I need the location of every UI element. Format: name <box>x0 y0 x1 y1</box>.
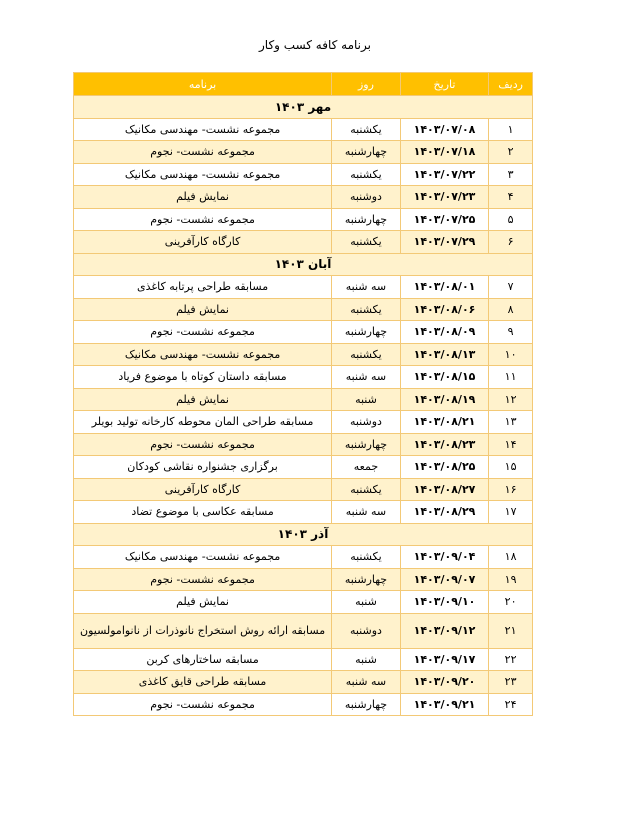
row-number: ۴ <box>489 186 533 209</box>
row-number: ۲۳ <box>489 671 533 694</box>
header-day: روز <box>332 73 401 96</box>
row-day: یکشنبه <box>332 343 401 366</box>
row-date: ۱۴۰۳/۰۷/۲۵ <box>400 208 488 231</box>
row-number: ۱۸ <box>489 546 533 569</box>
row-date: ۱۴۰۳/۰۷/۱۸ <box>400 141 488 164</box>
table-row <box>74 433 533 456</box>
row-program: مسابقه طراحی پرتابه کاغذی <box>74 276 332 299</box>
row-number: ۲۴ <box>489 693 533 716</box>
row-day: یکشنبه <box>332 298 401 321</box>
row-program: مجموعه نشست- نجوم <box>74 693 332 716</box>
row-day: دوشنبه <box>332 411 401 434</box>
row-number: ۱۱ <box>489 366 533 389</box>
row-date: ۱۴۰۳/۰۷/۰۸ <box>400 118 488 141</box>
table-row <box>74 388 533 411</box>
header-date: تاریخ <box>400 73 488 96</box>
row-day: یکشنبه <box>332 546 401 569</box>
row-date: ۱۴۰۳/۰۸/۰۹ <box>400 321 488 344</box>
schedule-table <box>73 72 533 716</box>
row-day: سه شنبه <box>332 366 401 389</box>
row-program: مجموعه نشست- نجوم <box>74 321 332 344</box>
row-date: ۱۴۰۳/۰۷/۲۲ <box>400 163 488 186</box>
row-number: ۲۱ <box>489 613 533 648</box>
row-number: ۱۶ <box>489 478 533 501</box>
header-num: ردیف <box>489 73 533 96</box>
table-row <box>74 141 533 164</box>
table-row <box>74 231 533 254</box>
row-number: ۲ <box>489 141 533 164</box>
row-date: ۱۴۰۳/۰۸/۱۵ <box>400 366 488 389</box>
row-number: ۱۳ <box>489 411 533 434</box>
table-row <box>74 366 533 389</box>
row-date: ۱۴۰۳/۰۸/۱۹ <box>400 388 488 411</box>
row-date: ۱۴۰۳/۰۹/۲۰ <box>400 671 488 694</box>
table-row <box>74 343 533 366</box>
table-row <box>74 298 533 321</box>
row-day: شنبه <box>332 388 401 411</box>
month-label: آبان ۱۴۰۳ <box>74 253 533 276</box>
row-day: چهارشنبه <box>332 693 401 716</box>
row-date: ۱۴۰۳/۰۸/۱۳ <box>400 343 488 366</box>
row-program: نمایش فیلم <box>74 186 332 209</box>
row-program: مسابقه داستان کوتاه با موضوع فریاد <box>74 366 332 389</box>
row-program: نمایش فیلم <box>74 591 332 614</box>
row-number: ۸ <box>489 298 533 321</box>
row-number: ۱۵ <box>489 456 533 479</box>
row-date: ۱۴۰۳/۰۹/۱۲ <box>400 613 488 648</box>
table-row <box>74 568 533 591</box>
row-number: ۹ <box>489 321 533 344</box>
row-day: یکشنبه <box>332 163 401 186</box>
month-header-row <box>74 253 533 276</box>
row-day: چهارشنبه <box>332 433 401 456</box>
row-day: یکشنبه <box>332 118 401 141</box>
row-date: ۱۴۰۳/۰۸/۰۱ <box>400 276 488 299</box>
month-header-row <box>74 96 533 119</box>
table-row <box>74 411 533 434</box>
row-number: ۷ <box>489 276 533 299</box>
row-program: نمایش فیلم <box>74 388 332 411</box>
table-row <box>74 546 533 569</box>
row-number: ۲۰ <box>489 591 533 614</box>
row-program: مسابقه ساختارهای کربن <box>74 648 332 671</box>
row-date: ۱۴۰۳/۰۷/۲۹ <box>400 231 488 254</box>
table-header-row <box>74 73 533 96</box>
row-program: مجموعه نشست- مهندسی مکانیک <box>74 118 332 141</box>
row-date: ۱۴۰۳/۰۹/۱۷ <box>400 648 488 671</box>
row-date: ۱۴۰۳/۰۹/۰۷ <box>400 568 488 591</box>
row-date: ۱۴۰۳/۰۹/۰۴ <box>400 546 488 569</box>
row-day: یکشنبه <box>332 478 401 501</box>
row-day: شنبه <box>332 648 401 671</box>
row-day: چهارشنبه <box>332 208 401 231</box>
row-program: مجموعه نشست- نجوم <box>74 433 332 456</box>
row-day: جمعه <box>332 456 401 479</box>
table-row <box>74 591 533 614</box>
row-day: دوشنبه <box>332 186 401 209</box>
row-date: ۱۴۰۳/۰۸/۲۳ <box>400 433 488 456</box>
table-row <box>74 276 533 299</box>
row-program: کارگاه کارآفرینی <box>74 478 332 501</box>
table-row <box>74 163 533 186</box>
row-number: ۱۰ <box>489 343 533 366</box>
table-row <box>74 478 533 501</box>
row-day: دوشنبه <box>332 613 401 648</box>
row-date: ۱۴۰۳/۰۸/۲۵ <box>400 456 488 479</box>
row-program: مجموعه نشست- مهندسی مکانیک <box>74 546 332 569</box>
row-date: ۱۴۰۳/۰۸/۰۶ <box>400 298 488 321</box>
month-label: آذر ۱۴۰۳ <box>74 523 533 546</box>
table-row <box>74 321 533 344</box>
row-number: ۱۹ <box>489 568 533 591</box>
row-program: مجموعه نشست- مهندسی مکانیک <box>74 163 332 186</box>
row-number: ۵ <box>489 208 533 231</box>
row-number: ۱۲ <box>489 388 533 411</box>
table-row <box>74 118 533 141</box>
row-day: سه شنبه <box>332 671 401 694</box>
row-number: ۶ <box>489 231 533 254</box>
row-day: چهارشنبه <box>332 321 401 344</box>
row-date: ۱۴۰۳/۰۸/۲۹ <box>400 501 488 524</box>
row-date: ۱۴۰۳/۰۹/۲۱ <box>400 693 488 716</box>
month-header-row <box>74 523 533 546</box>
table-row <box>74 671 533 694</box>
row-day: شنبه <box>332 591 401 614</box>
row-program: مسابقه ارائه روش استخراج نانوذرات از نانوامولسیون <box>74 613 332 648</box>
row-day: سه شنبه <box>332 276 401 299</box>
row-date: ۱۴۰۳/۰۸/۲۱ <box>400 411 488 434</box>
row-number: ۱ <box>489 118 533 141</box>
row-program: برگزاری جشنواره نقاشی کودکان <box>74 456 332 479</box>
row-number: ۳ <box>489 163 533 186</box>
table-row <box>74 501 533 524</box>
row-date: ۱۴۰۳/۰۸/۲۷ <box>400 478 488 501</box>
row-program: مجموعه نشست- نجوم <box>74 208 332 231</box>
month-label: مهر ۱۴۰۳ <box>74 96 533 119</box>
table-row <box>74 648 533 671</box>
row-program: مسابقه طراحی المان محوطه کارخانه تولید بویلر <box>74 411 332 434</box>
row-program: مسابقه طراحی قایق کاغذی <box>74 671 332 694</box>
row-day: سه شنبه <box>332 501 401 524</box>
row-number: ۱۷ <box>489 501 533 524</box>
table-row <box>74 208 533 231</box>
row-day: چهارشنبه <box>332 141 401 164</box>
row-program: کارگاه کارآفرینی <box>74 231 332 254</box>
row-day: چهارشنبه <box>332 568 401 591</box>
row-day: یکشنبه <box>332 231 401 254</box>
row-date: ۱۴۰۳/۰۹/۱۰ <box>400 591 488 614</box>
table-row <box>74 186 533 209</box>
row-program: مجموعه نشست- نجوم <box>74 568 332 591</box>
row-date: ۱۴۰۳/۰۷/۲۳ <box>400 186 488 209</box>
row-program: مجموعه نشست- مهندسی مکانیک <box>74 343 332 366</box>
row-program: نمایش فیلم <box>74 298 332 321</box>
row-program: مجموعه نشست- نجوم <box>74 141 332 164</box>
row-number: ۲۲ <box>489 648 533 671</box>
header-program: برنامه <box>74 73 332 96</box>
schedule-body <box>74 96 533 716</box>
page-title: برنامه کافه کسب وکار <box>259 38 371 52</box>
row-program: مسابقه عکاسی با موضوع تضاد <box>74 501 332 524</box>
table-row <box>74 613 533 648</box>
table-row <box>74 693 533 716</box>
row-number: ۱۴ <box>489 433 533 456</box>
table-row <box>74 456 533 479</box>
